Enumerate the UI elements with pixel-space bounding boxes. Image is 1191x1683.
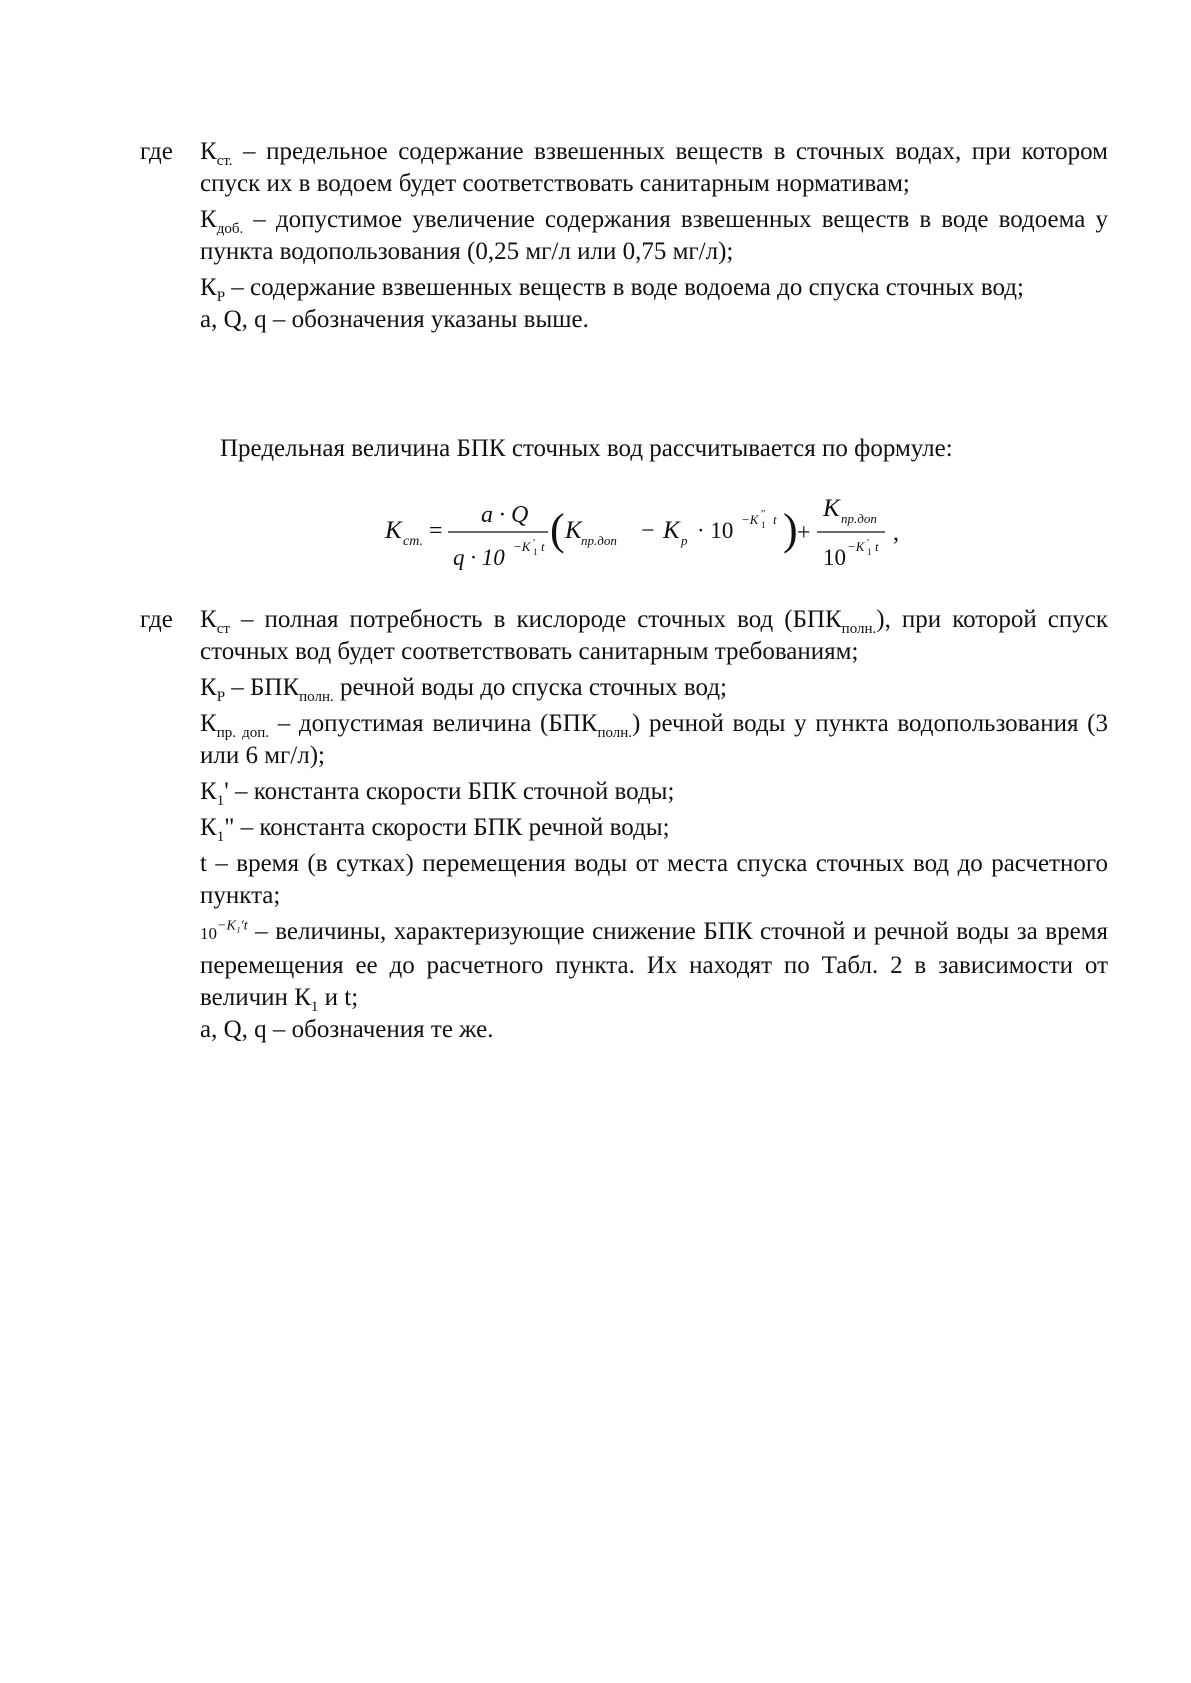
where-label: где	[140, 138, 173, 165]
formula-lhs-sub: ст.	[403, 534, 423, 549]
paren-close: )	[783, 505, 798, 554]
dot-ten: · 10	[697, 518, 734, 543]
frac2-exp-sub: 1	[867, 547, 872, 557]
frac2-exp-base: −K	[847, 539, 865, 554]
frac1-exp-sub: 1	[533, 547, 538, 557]
def-aqq-2: a, Q, q – обозначения те же.	[200, 1016, 494, 1043]
minus-sign: −	[641, 518, 655, 544]
frac1-exp-base: −K	[513, 539, 531, 554]
exp2-sub: 1	[761, 520, 766, 530]
def-k1-prime: $К_1'$ – константа скорости БПК сточной воды;	[200, 778, 675, 809]
formula-lhs: K	[385, 517, 402, 544]
exp2-prime: ″	[761, 508, 766, 520]
frac2-exp-prime: ′	[867, 537, 870, 549]
def-kp-1: $К_Р$ – содержание взвешенных веществ в воде водоема до спуска сточных вод;	[200, 274, 1024, 305]
frac1-numerator: a · Q	[481, 502, 529, 528]
paren-open: (	[550, 505, 565, 554]
frac1-exp-t: t	[541, 539, 545, 554]
k-prdop: K	[565, 517, 582, 544]
def-kst-1: где $К_{ст.}$ – предельное содержание взвешенных веществ в сточных водах, при котором спуск их в водоем будет соответствовать санитарным нормативам;	[140, 136, 1108, 200]
frac1-exp-prime: ′	[533, 537, 536, 549]
def-kst-2: где $К_{ст}$ – полная потребность в кислороде сточных вод $(БПК_{полн.})$, при которой спуск сточных вод будет соответствовать санитарным требованиям;	[140, 604, 1108, 668]
where-label-2: где	[140, 606, 173, 633]
bpk-formula	[385, 488, 905, 583]
exp2-base: −K	[741, 512, 759, 527]
frac2-denominator: 10	[823, 545, 846, 570]
def-k1-double-prime: $К_1$" – константа скорости БПК речной воды;	[200, 814, 670, 845]
def-kdob: $К_{доб.}$ – допустимое увеличение содержания взвешенных веществ в воде водоема у пункта водопользования (0,25 мг/л или 0,75 мг/л);	[200, 206, 1108, 265]
definitions-block-1	[140, 136, 1108, 336]
frac2-numerator-sub: пр.доп	[841, 511, 877, 526]
definitions-block-2	[140, 604, 1108, 1046]
formula-eq: =	[429, 518, 443, 544]
def-ten-exp: $10^{-K_1't}$ – величины, характеризующие снижение БПК сточной и речной воды за время перемещения ее до расчетного пункта. Их находят по Табл. 2 в зависимости от величин $К_1$ и t;	[200, 918, 1108, 1015]
formula-comma: ,	[893, 520, 899, 546]
def-aqq-1: a, Q, q – обозначения указаны выше.	[200, 306, 589, 333]
exp2-t: t	[773, 512, 777, 527]
k-p-sub: р	[681, 533, 688, 548]
def-t: t – время (в сутках) перемещения воды от места спуска сточных вод до расчетного пункта;	[200, 850, 1108, 909]
k-prdop-sub: пр.доп	[581, 533, 617, 548]
k-p: K	[663, 517, 680, 544]
frac1-denominator: q · 10	[453, 545, 505, 570]
formula-svg	[385, 488, 905, 583]
formula-intro: Предельная величина БПК сточных вод рассчитывается по формуле:	[220, 435, 953, 462]
def-kprdop: $К_{пр. доп.}$ – допустимая величина $(БПК_{полн.})$ речной воды у пункта водопользования (3 или 6 мг/л);	[200, 710, 1108, 769]
frac2-exp-t: t	[875, 539, 879, 554]
frac2-numerator: K	[823, 495, 840, 522]
def-kp-2: $К_Р - БПК_{полн.}$ речной воды до спуска сточных вод;	[200, 674, 727, 705]
plus-sign: +	[797, 520, 811, 546]
